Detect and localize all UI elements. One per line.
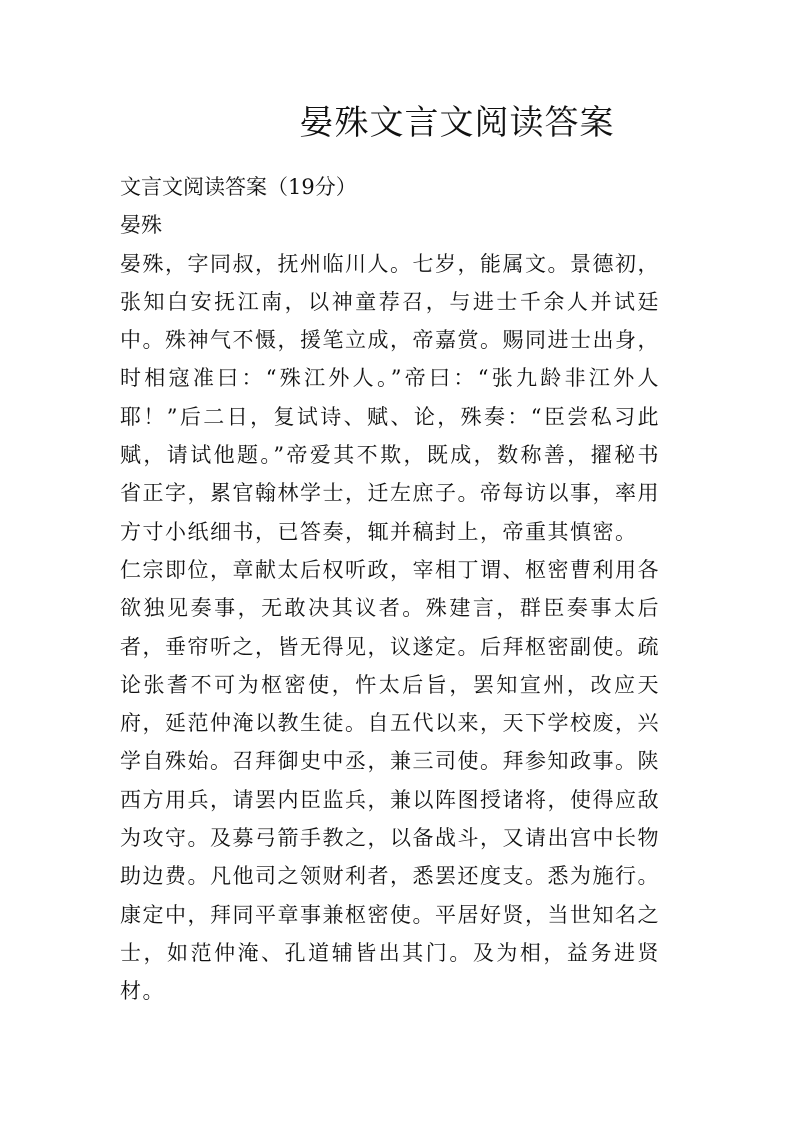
paragraph-3: 康定中，拜同平章事兼枢密使。平居好贤，当世知名之士，如范仲淹、孔道辅皆出其门。及为相，益务进贤材。 bbox=[120, 902, 660, 1004]
paragraph-2: 仁宗即位，章献太后权听政，宰相丁谓、枢密曹利用各欲独见奏事，无敢决其议者。殊建言，群臣奏事太后者，垂帘听之，皆无得见，议遂定。后拜枢密副使。疏论张耆不可为枢密使，忤太后旨，罢知宣州，改应天府，延范仲淹以教生徒。自五代以来，天下学校废，兴学自殊始。召拜御史中丞，兼三司使。拜参知政事。陕西方用兵，请罢内臣监兵，兼以阵图授诸将，使得应敌为攻守。及募弓箭手教之，以备战斗，又请出宫中长物助边费。凡他司之领财利者，悉罢还度支。悉为施行。 bbox=[120, 557, 660, 889]
document-body bbox=[120, 168, 660, 1011]
section-heading: 晏殊 bbox=[120, 213, 162, 238]
document-title: 晏殊文言文阅读答案 bbox=[299, 103, 615, 143]
paragraph-1: 晏殊，字同叔，抚州临川人。七岁，能属文。景德初，张知白安抚江南，以神童荐召，与进士千余人并试廷中。殊神气不慑，援笔立成，帝嘉赏。赐同进士出身，时相寇准曰：“殊江外人。”帝曰：“张九龄非江外人耶！”后二日，复试诗、赋、论，殊奏：“臣尝私习此赋，请试他题。”帝爱其不欺，既成，数称善，擢秘书省正字，累官翰林学士，迁左庶子。帝每访以事，率用方寸小纸细书，已答奏，辄并稿封上，帝重其慎密。 bbox=[120, 251, 660, 544]
document-subtitle: 文言文阅读答案（19分） bbox=[120, 175, 357, 199]
